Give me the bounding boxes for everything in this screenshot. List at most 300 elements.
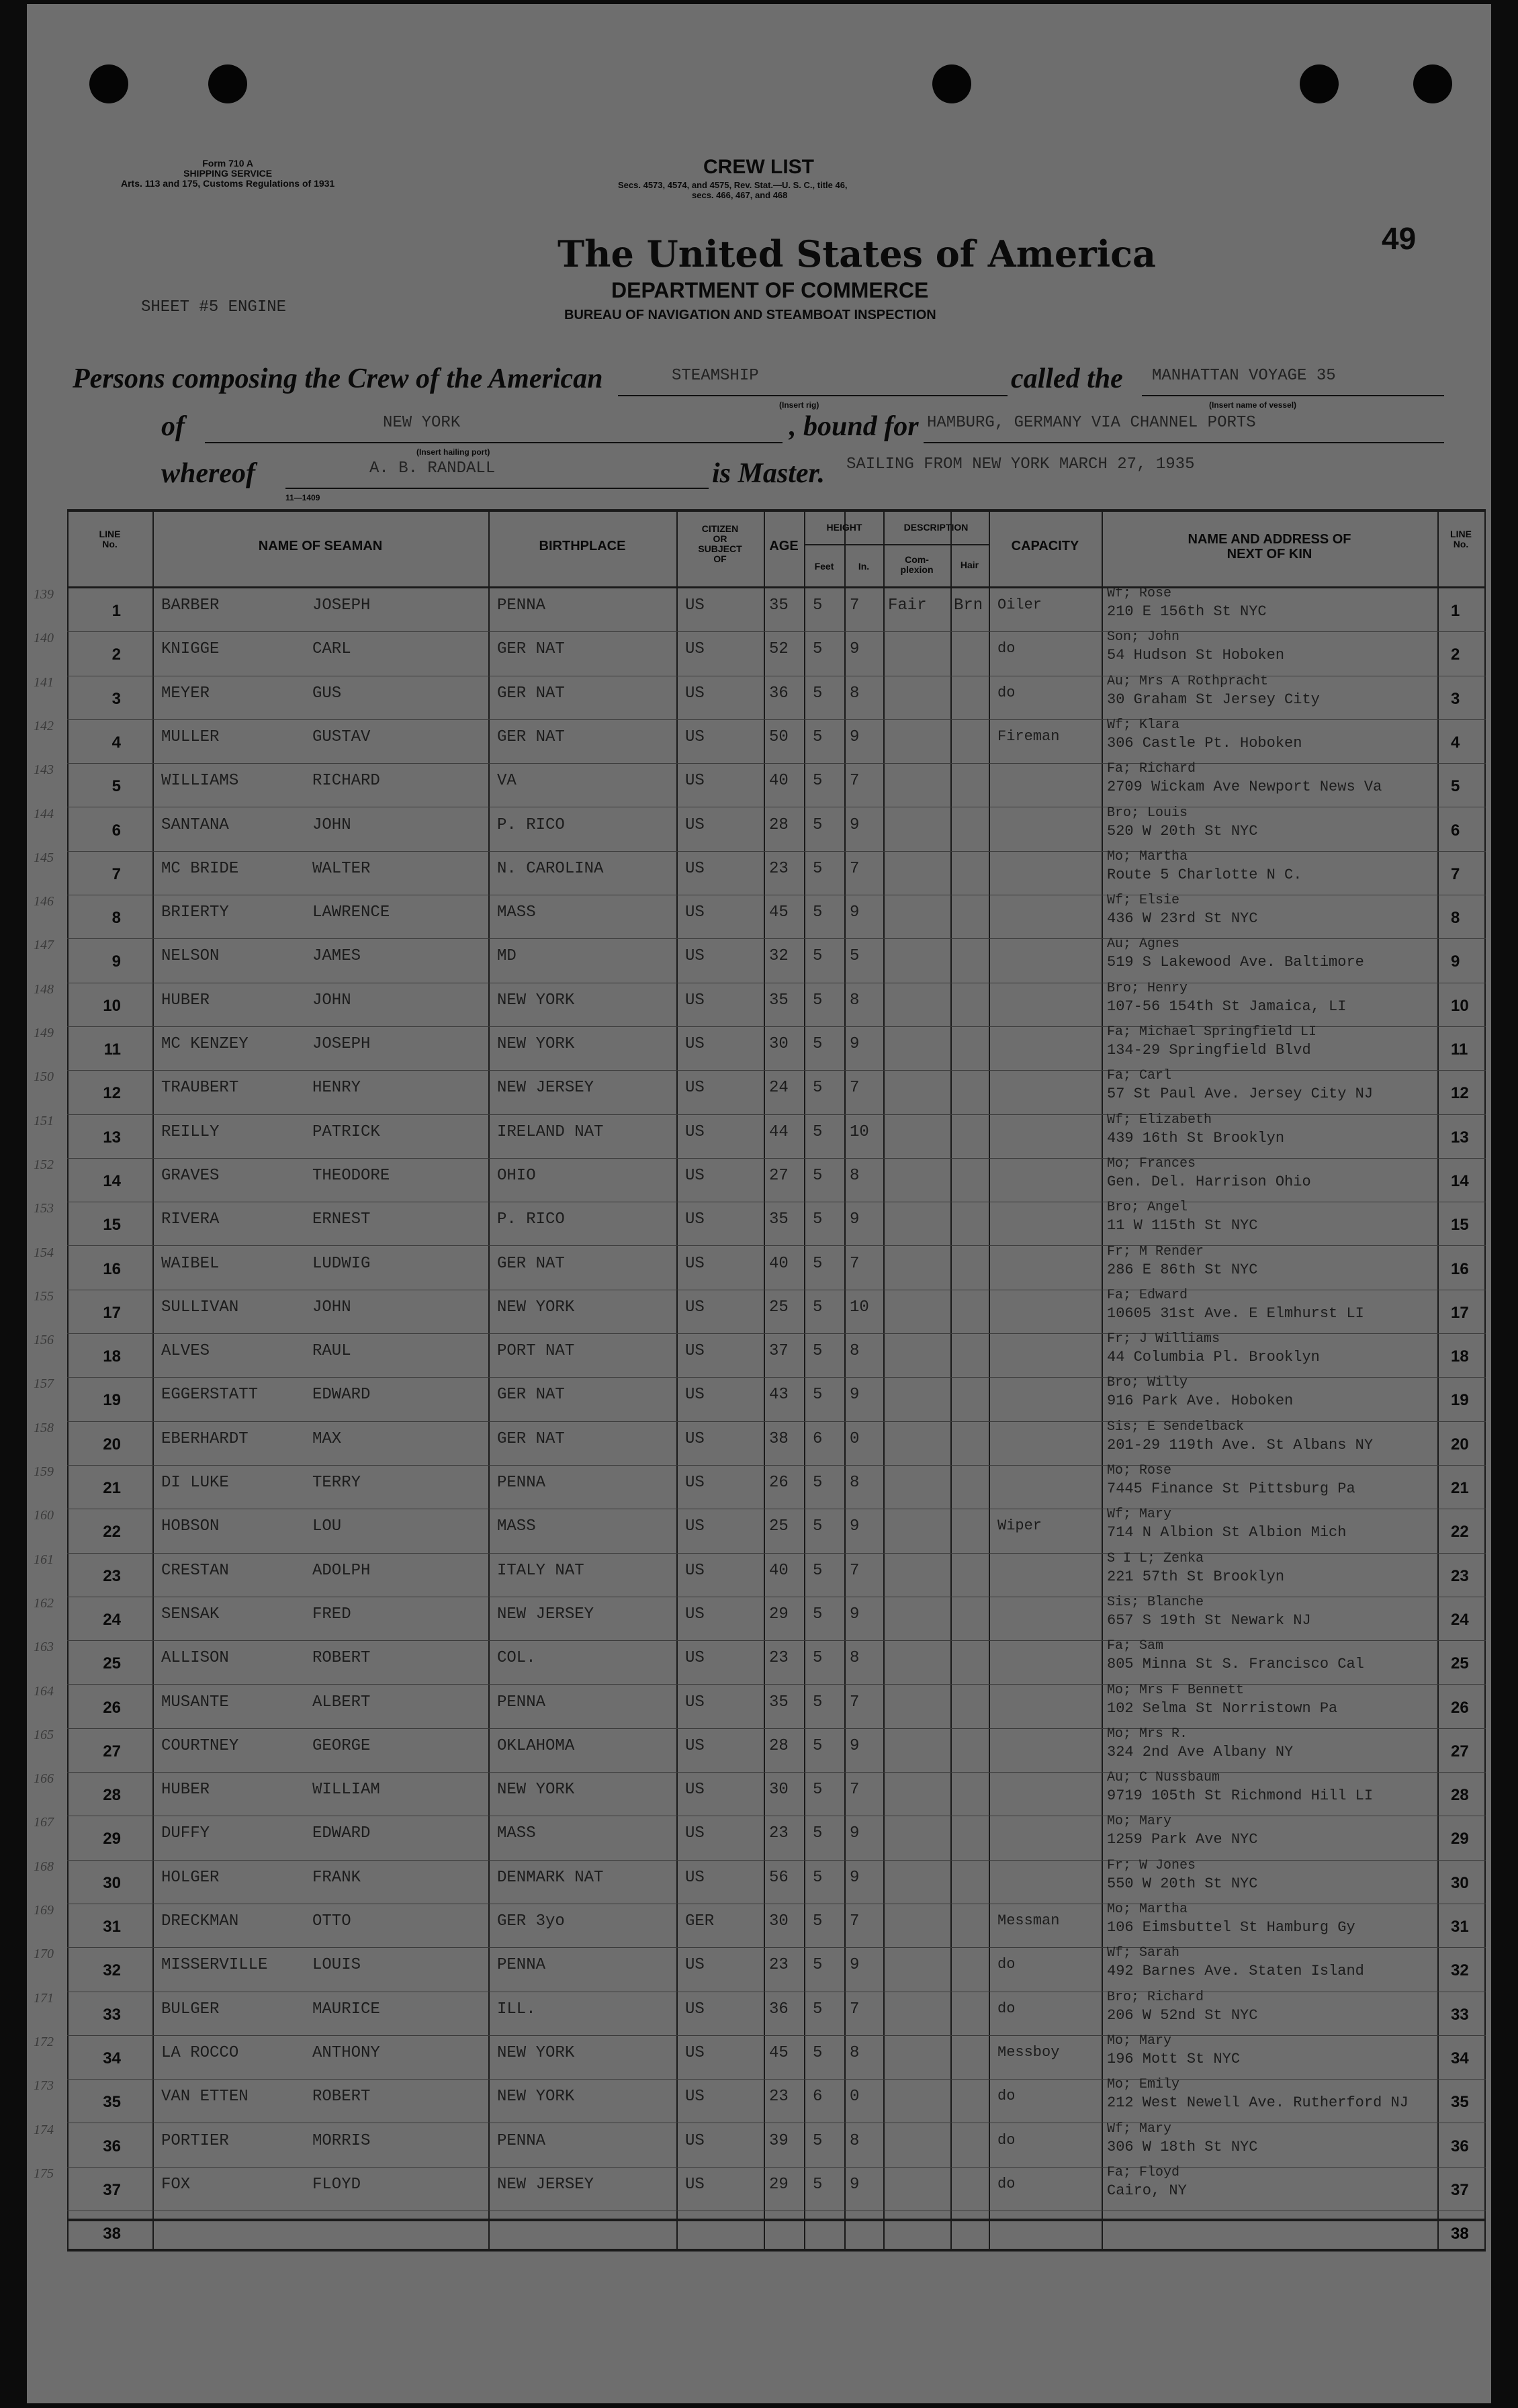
row-line-number-right: 11 <box>1451 1040 1468 1059</box>
age: 39 <box>769 2131 789 2150</box>
next-of-kin-name: Wf; Klara <box>1107 717 1180 733</box>
citizenship: US <box>685 1035 705 1053</box>
birthplace: COL. <box>497 1649 536 1668</box>
height-feet: 5 <box>813 1561 823 1580</box>
next-of-kin-name: Fr; J Williams <box>1107 1331 1220 1347</box>
age: 52 <box>769 640 789 659</box>
row-line-number: 32 <box>103 1961 121 1980</box>
birthplace: GER NAT <box>497 1386 565 1404</box>
row-line-number: 20 <box>103 1435 121 1454</box>
table-row: 38 38 <box>103 2225 1469 2243</box>
age: 36 <box>769 2000 789 2018</box>
height-inches: 7 <box>850 1912 860 1930</box>
next-of-kin-name: Fa; Sam <box>1107 1638 1164 1654</box>
seaman-given-name: FLOYD <box>312 2175 361 2194</box>
row-line-number-right: 28 <box>1451 1786 1469 1805</box>
height-inches: 7 <box>850 2000 860 2018</box>
seaman-surname: PORTIER <box>161 2131 229 2150</box>
seaman-surname: REILLY <box>161 1122 220 1141</box>
seaman-given-name: JOHN <box>312 815 351 834</box>
height-feet: 5 <box>813 1649 823 1668</box>
row-line-number-right: 14 <box>1451 1171 1469 1190</box>
next-of-kin-address: 206 W 52nd St NYC <box>1107 2006 1258 2024</box>
row-margin-number: 142 <box>34 718 54 733</box>
age: 29 <box>769 2175 789 2194</box>
capacity: do <box>997 2000 1016 2017</box>
table-row <box>34 1068 1486 1114</box>
table-row <box>34 1243 1486 1290</box>
next-of-kin-address: 306 Castle Pt. Hoboken <box>1107 734 1302 752</box>
col-next-of-kin: NAME AND ADDRESS OF NEXT OF KIN <box>1188 532 1351 562</box>
height-inches: 7 <box>850 859 860 878</box>
seaman-given-name: JOHN <box>312 991 351 1010</box>
seaman-given-name: WALTER <box>312 859 371 878</box>
capacity: do <box>997 2175 1016 2192</box>
row-line-number: 12 <box>103 1084 121 1103</box>
row-line-number-right: 19 <box>1451 1391 1469 1410</box>
citizenship: GER <box>685 1912 715 1930</box>
table-row <box>34 1550 1486 1597</box>
row-margin-number: 174 <box>34 2122 54 2137</box>
height-inches: 0 <box>850 2088 860 2106</box>
row-margin-number: 157 <box>34 1376 54 1392</box>
hailing-port-value: NEW YORK <box>383 414 461 432</box>
row-line-number: 23 <box>103 1566 121 1585</box>
capacity: Oiler <box>997 596 1042 613</box>
citizenship: US <box>685 640 705 659</box>
citizenship: US <box>685 815 705 834</box>
row-line-number: 19 <box>103 1391 121 1410</box>
height-feet: 5 <box>813 1474 823 1492</box>
capacity: do <box>997 2131 1016 2149</box>
seaman-surname: TRAUBERT <box>161 1079 239 1098</box>
next-of-kin-address: 714 N Albion St Albion Mich <box>1107 1524 1347 1542</box>
col-description: DESCRIPTION <box>903 522 969 533</box>
sailing-note: SAILING FROM NEW YORK MARCH 27, 1935 <box>846 455 1195 474</box>
seaman-given-name: LUDWIG <box>312 1254 371 1273</box>
seaman-surname: EGGERSTATT <box>161 1386 259 1404</box>
height-inches: 9 <box>850 1956 860 1975</box>
birthplace: NEW YORK <box>497 2088 575 2106</box>
seaman-surname: MULLER <box>161 727 220 746</box>
table-row <box>34 1945 1486 1992</box>
table-row <box>34 1463 1486 1509</box>
department-title: DEPARTMENT OF COMMERCE <box>611 278 929 302</box>
row-margin-number: 158 <box>34 1420 54 1435</box>
citizenship: US <box>685 1693 705 1711</box>
row-line-number: 24 <box>103 1610 121 1629</box>
row-margin-number: 148 <box>34 981 54 997</box>
row-line-number-right: 9 <box>1451 952 1460 971</box>
seaman-surname: RIVERA <box>161 1210 220 1229</box>
capacity: do <box>997 2088 1016 2105</box>
table-row <box>34 1638 1486 1685</box>
age: 35 <box>769 1210 789 1229</box>
height-feet: 5 <box>813 1166 823 1185</box>
seaman-surname: BULGER <box>161 2000 220 2018</box>
age: 30 <box>769 1781 789 1799</box>
next-of-kin-name: Fa; Edward <box>1107 1287 1188 1303</box>
bureau-title: BUREAU OF NAVIGATION AND STEAMBOAT INSPECTION <box>564 308 936 322</box>
row-line-number: 2 <box>111 645 121 664</box>
seaman-given-name: OTTO <box>312 1912 351 1930</box>
age: 28 <box>769 815 789 834</box>
row-line-number-right: 32 <box>1451 1961 1469 1980</box>
row-line-number-right: 22 <box>1451 1523 1469 1542</box>
next-of-kin-name: Fr; W Jones <box>1107 1857 1196 1873</box>
height-inches: 10 <box>850 1298 869 1317</box>
seaman-given-name: GUSTAV <box>312 727 371 746</box>
table-row <box>34 1375 1486 1421</box>
height-inches: 7 <box>850 1254 860 1273</box>
height-feet: 5 <box>813 1342 823 1361</box>
seaman-given-name: LOU <box>312 1517 342 1536</box>
next-of-kin-address: 439 16th St Brooklyn <box>1107 1129 1285 1147</box>
punch-hole-icon <box>89 64 128 103</box>
height-inches: 9 <box>850 1868 860 1887</box>
age: 25 <box>769 1517 789 1536</box>
row-line-number: 25 <box>103 1654 121 1673</box>
row-margin-number: 149 <box>34 1026 54 1040</box>
age: 23 <box>769 1649 789 1668</box>
next-of-kin-name: Mo; Emily <box>1107 2077 1180 2093</box>
row-margin-number: 168 <box>34 1859 54 1874</box>
next-of-kin-address: 550 W 20th St NYC <box>1107 1875 1258 1892</box>
height-inches: 7 <box>850 1079 860 1098</box>
row-line-number: 13 <box>103 1128 121 1147</box>
complexion: Fair <box>888 596 927 615</box>
row-line-number: 30 <box>103 1873 121 1892</box>
seaman-surname: MC BRIDE <box>161 859 239 878</box>
seaman-given-name: FRED <box>312 1605 351 1623</box>
seaman-given-name: TERRY <box>312 1474 361 1492</box>
birthplace: OKLAHOMA <box>497 1736 575 1755</box>
birthplace: GER NAT <box>497 640 565 659</box>
height-feet: 5 <box>813 1868 823 1887</box>
col-birthplace: BIRTHPLACE <box>539 539 626 553</box>
age: 37 <box>769 1342 789 1361</box>
seaman-surname: COURTNEY <box>161 1736 239 1755</box>
height-inches: 7 <box>850 1693 860 1711</box>
citizenship: US <box>685 1868 705 1887</box>
row-line-number: 31 <box>103 1918 121 1936</box>
height-feet: 5 <box>813 1781 823 1799</box>
height-inches: 7 <box>850 1561 860 1580</box>
row-margin-number: 166 <box>34 1771 54 1787</box>
next-of-kin-address: 286 E 86th St NYC <box>1107 1261 1258 1278</box>
persons-label: Persons composing the Crew of the American <box>73 363 603 394</box>
height-feet: 5 <box>813 1912 823 1930</box>
next-of-kin-name: Fa; Floyd <box>1107 2164 1180 2180</box>
citizenship: US <box>685 1166 705 1185</box>
next-of-kin-address: 7445 Finance St Pittsburg Pa <box>1107 1480 1355 1497</box>
height-inches: 8 <box>850 991 860 1010</box>
next-of-kin-name: S I L; Zenka <box>1107 1550 1204 1566</box>
height-feet: 5 <box>813 596 823 615</box>
row-margin-number: 141 <box>34 674 54 690</box>
age: 38 <box>769 1429 789 1448</box>
seaman-surname: HOLGER <box>161 1868 220 1887</box>
next-of-kin-address: 210 E 156th St NYC <box>1107 603 1267 620</box>
seaman-given-name: GEORGE <box>312 1736 371 1755</box>
height-feet: 5 <box>813 1079 823 1098</box>
row-margin-number: 139 <box>34 587 54 602</box>
citizenship: US <box>685 772 705 791</box>
height-inches: 8 <box>850 1166 860 1185</box>
birthplace: NEW JERSEY <box>497 2175 594 2194</box>
citizenship: US <box>685 2043 705 2062</box>
row-margin-number: 150 <box>34 1069 54 1085</box>
next-of-kin-name: Mo; Mrs F Bennett <box>1107 1682 1245 1698</box>
citizenship: US <box>685 2088 705 2106</box>
rig-line <box>618 395 1008 396</box>
next-of-kin-address: 10605 31st Ave. E Elmhurst LI <box>1107 1304 1364 1322</box>
row-line-number: 26 <box>103 1698 121 1717</box>
seaman-given-name: RAUL <box>312 1342 351 1361</box>
document-sheet <box>27 4 1491 2403</box>
birthplace: NEW JERSEY <box>497 1079 594 1098</box>
col-line-no: LINE No. <box>99 529 121 549</box>
birthplace: MASS <box>497 903 536 922</box>
seaman-surname: KNIGGE <box>161 640 220 659</box>
next-of-kin-name: Au; Agnes <box>1107 936 1180 952</box>
citizenship: US <box>685 1956 705 1975</box>
row-line-number-right: 1 <box>1451 602 1460 620</box>
age: 45 <box>769 903 789 922</box>
row-line-number: 37 <box>103 2180 121 2199</box>
table-row <box>34 1155 1486 1202</box>
table-row <box>34 1507 1486 1553</box>
age: 50 <box>769 727 789 746</box>
port-caption: (Insert hailing port) <box>416 447 490 457</box>
seaman-surname: DRECKMAN <box>161 1912 239 1930</box>
row-line-number-right: 37 <box>1451 2180 1469 2199</box>
birthplace: PENNA <box>497 2131 546 2150</box>
height-feet: 5 <box>813 1605 823 1623</box>
row-line-number-right: 29 <box>1451 1830 1469 1848</box>
row-margin-number: 140 <box>34 631 54 646</box>
row-margin-number: 145 <box>34 850 54 865</box>
citizenship: US <box>685 1517 705 1536</box>
seaman-surname: WAIBEL <box>161 1254 220 1273</box>
seaman-given-name: ANTHONY <box>312 2043 380 2062</box>
citizenship: US <box>685 947 705 966</box>
citizenship: US <box>685 1122 705 1141</box>
row-line-number: 8 <box>111 909 121 928</box>
seaman-given-name: HENRY <box>312 1079 361 1098</box>
seaman-given-name: JOSEPH <box>312 1035 371 1053</box>
row-line-number-right: 34 <box>1451 2049 1469 2067</box>
called-the-label: called the <box>1011 363 1123 394</box>
row-margin-number: 156 <box>34 1333 54 1348</box>
table-row <box>34 673 1486 720</box>
row-margin-number: 172 <box>34 2034 54 2049</box>
table-row <box>34 1594 1486 1641</box>
row-margin-number: 170 <box>34 1947 54 1962</box>
seaman-given-name: LOUIS <box>312 1956 361 1975</box>
height-feet: 5 <box>813 1956 823 1975</box>
row-margin-number: 159 <box>34 1464 54 1479</box>
birthplace: PENNA <box>497 596 546 615</box>
citizenship: US <box>685 1079 705 1098</box>
row-margin-number: 162 <box>34 1595 54 1611</box>
hair: Brn <box>954 596 983 615</box>
rig-caption: (Insert rig) <box>779 400 819 410</box>
vessel-value: MANHATTAN VOYAGE 35 <box>1152 367 1336 385</box>
birthplace: PENNA <box>497 1474 546 1492</box>
height-feet: 5 <box>813 2175 823 2194</box>
row-line-number-right: 18 <box>1451 1347 1469 1366</box>
row-margin-number: 144 <box>34 806 54 821</box>
table-row <box>34 1024 1486 1071</box>
citizenship: US <box>685 903 705 922</box>
row-line-number-right: 6 <box>1451 821 1460 840</box>
citizenship: US <box>685 2175 705 2194</box>
row-line-number-right: 4 <box>1451 733 1460 752</box>
age: 24 <box>769 1079 789 1098</box>
seaman-surname: DI LUKE <box>161 1474 229 1492</box>
age: 40 <box>769 772 789 791</box>
next-of-kin-name: Wf; Elizabeth <box>1107 1112 1212 1128</box>
birthplace: GER NAT <box>497 1254 565 1273</box>
height-feet: 5 <box>813 727 823 746</box>
citizenship: US <box>685 991 705 1010</box>
birthplace: MASS <box>497 1824 536 1843</box>
citizenship: US <box>685 1561 705 1580</box>
height-inches: 9 <box>850 727 860 746</box>
birthplace: NEW YORK <box>497 1298 575 1317</box>
birthplace: P. RICO <box>497 815 565 834</box>
next-of-kin-name: Bro; Henry <box>1107 980 1188 996</box>
next-of-kin-name: Mo; Martha <box>1107 1902 1188 1917</box>
row-line-number: 36 <box>103 2137 121 2155</box>
table-row <box>34 1419 1486 1466</box>
seaman-surname: NELSON <box>161 947 220 966</box>
age: 56 <box>769 1868 789 1887</box>
country-title: The United States of America <box>557 232 1157 275</box>
next-of-kin-address: 102 Selma St Norristown Pa <box>1107 1699 1338 1717</box>
row-line-number-right: 5 <box>1451 777 1460 796</box>
row-line-number-right: 33 <box>1451 2005 1469 2024</box>
rig-value: STEAMSHIP <box>672 367 759 385</box>
next-of-kin-address: 2709 Wickam Ave Newport News Va <box>1107 778 1382 796</box>
age: 25 <box>769 1298 789 1317</box>
next-of-kin-address: 54 Hudson St Hoboken <box>1107 647 1285 664</box>
row-line-number: 22 <box>103 1523 121 1542</box>
row-margin-number: 165 <box>34 1727 54 1742</box>
next-of-kin-name: Fa; Carl <box>1107 1068 1172 1084</box>
row-margin-number: 161 <box>34 1552 54 1567</box>
row-line-number-right: 24 <box>1451 1610 1469 1629</box>
next-of-kin-name: Son; John <box>1107 629 1180 645</box>
table-row <box>34 805 1486 852</box>
seaman-given-name: EDWARD <box>312 1386 371 1404</box>
height-feet: 5 <box>813 2043 823 2062</box>
row-line-number: 21 <box>103 1479 121 1497</box>
next-of-kin-address: 520 W 20th St NYC <box>1107 822 1258 840</box>
row-line-number-right: 15 <box>1451 1216 1469 1235</box>
seaman-surname: MC KENZEY <box>161 1035 249 1053</box>
seaman-given-name: MAX <box>312 1429 342 1448</box>
height-inches: 8 <box>850 1342 860 1361</box>
birthplace: P. RICO <box>497 1210 565 1229</box>
height-inches: 9 <box>850 1386 860 1404</box>
next-of-kin-address: 134-29 Springfield Blvd <box>1107 1042 1311 1059</box>
next-of-kin-name: Mo; Mrs R. <box>1107 1726 1188 1742</box>
col-line-no-right: LINE No. <box>1450 529 1472 549</box>
height-feet: 5 <box>813 1254 823 1273</box>
next-of-kin-name: Au; C Nussbaum <box>1107 1770 1220 1786</box>
seaman-surname: MUSANTE <box>161 1693 229 1711</box>
height-inches: 8 <box>850 2131 860 2150</box>
vessel-caption: (Insert name of vessel) <box>1209 400 1297 410</box>
citizenship: US <box>685 596 705 615</box>
citizenship: US <box>685 2000 705 2018</box>
height-inches: 5 <box>850 947 860 966</box>
row-line-number-right: 13 <box>1451 1128 1469 1147</box>
next-of-kin-address: 201-29 119th Ave. St Albans NY <box>1107 1436 1374 1454</box>
next-of-kin-name: Wf; Rose <box>1107 586 1172 601</box>
citizenship: US <box>685 2131 705 2150</box>
next-of-kin-name: Fr; M Render <box>1107 1243 1204 1259</box>
height-feet: 5 <box>813 1210 823 1229</box>
next-of-kin-name: Mo; Martha <box>1107 848 1188 864</box>
age: 36 <box>769 684 789 703</box>
seaman-given-name: WILLIAM <box>312 1781 380 1799</box>
row-margin-number: 153 <box>34 1201 54 1216</box>
next-of-kin-name: Au; Mrs A Rothpracht <box>1107 673 1269 689</box>
table-row <box>34 717 1486 764</box>
height-inches: 9 <box>850 2175 860 2194</box>
seaman-given-name: MORRIS <box>312 2131 371 2150</box>
seaman-surname: HUBER <box>161 1781 210 1799</box>
citizenship: US <box>685 1736 705 1755</box>
row-margin-number: 164 <box>34 1683 54 1699</box>
height-feet: 5 <box>813 815 823 834</box>
next-of-kin-address: Gen. Del. Harrison Ohio <box>1107 1173 1311 1190</box>
row-line-number: 34 <box>103 2049 121 2067</box>
birthplace: NEW YORK <box>497 2043 575 2062</box>
seaman-surname: VAN ETTEN <box>161 2088 249 2106</box>
next-of-kin-name: Wf; Mary <box>1107 1507 1172 1523</box>
row-margin-number: 143 <box>34 762 54 778</box>
row-line-number: 18 <box>103 1347 121 1366</box>
height-feet: 5 <box>813 903 823 922</box>
capacity: do <box>997 1956 1016 1973</box>
next-of-kin-address: 221 57th St Brooklyn <box>1107 1568 1285 1585</box>
birthplace: NEW YORK <box>497 1781 575 1799</box>
birthplace: GER NAT <box>497 684 565 703</box>
row-line-number: 29 <box>103 1830 121 1848</box>
birthplace: IRELAND NAT <box>497 1122 604 1141</box>
table-row <box>34 1287 1486 1334</box>
col-age: AGE <box>769 539 799 553</box>
height-inches: 9 <box>850 1035 860 1053</box>
row-line-number: 17 <box>103 1303 121 1322</box>
master-value: A. B. RANDALL <box>369 459 496 478</box>
capacity: Messboy <box>997 2043 1060 2061</box>
seaman-surname: ALVES <box>161 1342 210 1361</box>
height-feet: 5 <box>813 1517 823 1536</box>
row-line-number: 7 <box>111 864 121 883</box>
citizenship: US <box>685 727 705 746</box>
seaman-surname: ALLISON <box>161 1649 229 1668</box>
row-line-number-right: 12 <box>1451 1084 1469 1103</box>
row-line-number: 6 <box>111 821 121 840</box>
table-row <box>34 1112 1486 1159</box>
next-of-kin-address: 436 W 23rd St NYC <box>1107 910 1258 928</box>
citizenship: US <box>685 1429 705 1448</box>
